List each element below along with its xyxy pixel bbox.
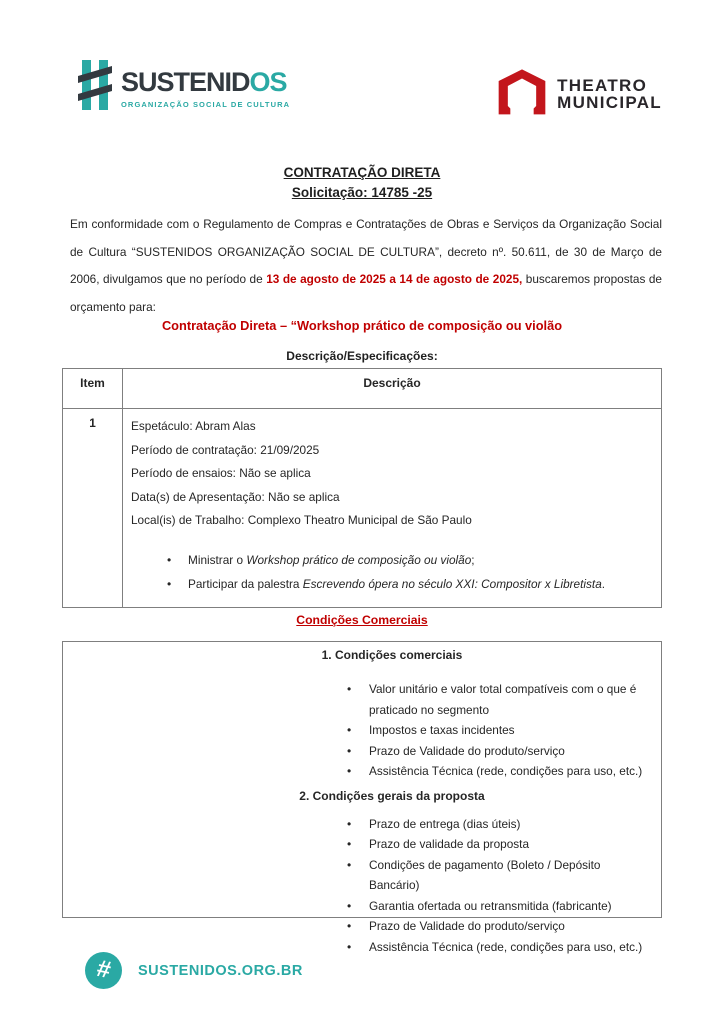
sustenidos-name: SUSTENID: [121, 67, 250, 97]
list-item: • Assistência Técnica (rede, condições para uso, etc.): [347, 937, 647, 958]
intro-part2: buscaremos propostas de orçamento para:: [70, 272, 662, 314]
spec-item-number: 1: [63, 409, 123, 608]
conditions-box: [62, 641, 662, 954]
theatro-line1: THEATRO: [557, 75, 648, 95]
sustenidos-tagline: ORGANIZAÇÃO SOCIAL DE CULTURA: [121, 100, 291, 109]
spec-label: Descrição/Especificações:: [286, 349, 438, 363]
footer-website-link[interactable]: SUSTENIDOS.ORG.BR: [138, 962, 303, 979]
bullet-italic-text: Workshop prático de composição ou violão: [246, 552, 472, 567]
spec-line-espetaculo: Espetáculo: Abram Alas: [131, 419, 256, 433]
theatro-line2: MUNICIPAL: [557, 92, 662, 112]
bullet-text: Participar da palestra: [188, 577, 303, 591]
list-item: • Prazo de Validade do produto/serviço: [347, 741, 647, 762]
list-item: • Prazo de Validade do produto/serviço: [347, 916, 647, 937]
sustenidos-logo: [78, 58, 290, 117]
spec-line-periodo-ensaios: Período de ensaios: Não se aplica: [131, 466, 311, 480]
spec-line-datas-apresentacao: Data(s) de Apresentação: Não se aplica: [131, 489, 340, 504]
document-title: [0, 163, 724, 204]
spec-header-item: Item: [63, 369, 123, 409]
list-item: • Assistência Técnica (rede, condições para uso, etc.): [347, 761, 647, 782]
bullet-suffix: .: [601, 577, 606, 591]
list-item: • Prazo de validade da proposta: [347, 834, 647, 855]
list-item: [167, 572, 651, 597]
sustenidos-wordmark: [121, 58, 290, 109]
spec-description-cell: [123, 409, 662, 608]
conditions-heading-2: 2. Condições gerais da proposta: [299, 788, 485, 803]
sustenidos-name-accent: OS: [249, 67, 287, 97]
list-item: • Garantia ofertada ou retransmitida (fabricante): [347, 896, 647, 917]
conditions-list-2: [347, 814, 647, 958]
conditions-heading-1: 1. Condições comerciais: [321, 648, 463, 662]
contract-section-title: Contratação Direta – “Workshop prático de composição ou violão: [161, 318, 563, 333]
intro-date-range: 13 de agosto de 2025 a 14 de agosto de 2025,: [266, 272, 523, 286]
spec-table: [62, 368, 662, 608]
list-item: • Condições de pagamento (Boleto / Depósito Bancário): [347, 855, 647, 896]
sustenidos-hash-icon: [78, 58, 114, 117]
bullet-suffix: ;: [471, 552, 475, 567]
table-row: [63, 409, 662, 608]
theatro-arch-icon: [497, 66, 547, 121]
bullet-text: Ministrar o: [188, 552, 247, 567]
spec-bullet-list: [167, 548, 651, 597]
list-item: [167, 548, 651, 573]
sustenidos-hash-badge-icon: [85, 952, 122, 989]
intro-paragraph: [70, 211, 662, 321]
title-line1: CONTRATAÇÃO DIRETA: [283, 165, 441, 180]
theatro-municipal-logo: [497, 66, 662, 121]
header: [78, 58, 662, 121]
theatro-wordmark: [557, 77, 662, 111]
spec-line-periodo-contratacao: Período de contratação: 21/09/2025: [131, 442, 320, 457]
list-item: • Valor unitário e valor total compatíveis com o que é praticado no segmento: [347, 679, 647, 720]
conditions-list-1: [347, 679, 647, 782]
conditions-title: Condições Comerciais: [296, 613, 428, 627]
list-item: • Impostos e taxas incidentes: [347, 720, 647, 741]
intro-part1: Em conformidade com o Regulamento de Compras e Contratações de Obras e Serviços da Organização Social de Cultura “SUSTENIDOS ORGANIZAÇÃO SOCIAL DE CULTURA”, decreto nº. 50.611, de 30 de Março de 2006, divulgamos que no período de: [70, 217, 662, 286]
spec-line-local-trabalho: Local(is) de Trabalho: Complexo Theatro Municipal de São Paulo: [131, 513, 472, 527]
list-item: • Prazo de entrega (dias úteis): [347, 814, 647, 835]
spec-table-header-row: [63, 369, 662, 409]
spec-header-description: Descrição: [123, 369, 662, 409]
hash-glyph: #: [94, 954, 113, 984]
bullet-italic-text: Escrevendo ópera no século XXI: Compositor x Libretista: [302, 577, 602, 591]
title-line2: Solicitação: 14785 -25: [291, 185, 433, 201]
footer: [85, 952, 303, 989]
